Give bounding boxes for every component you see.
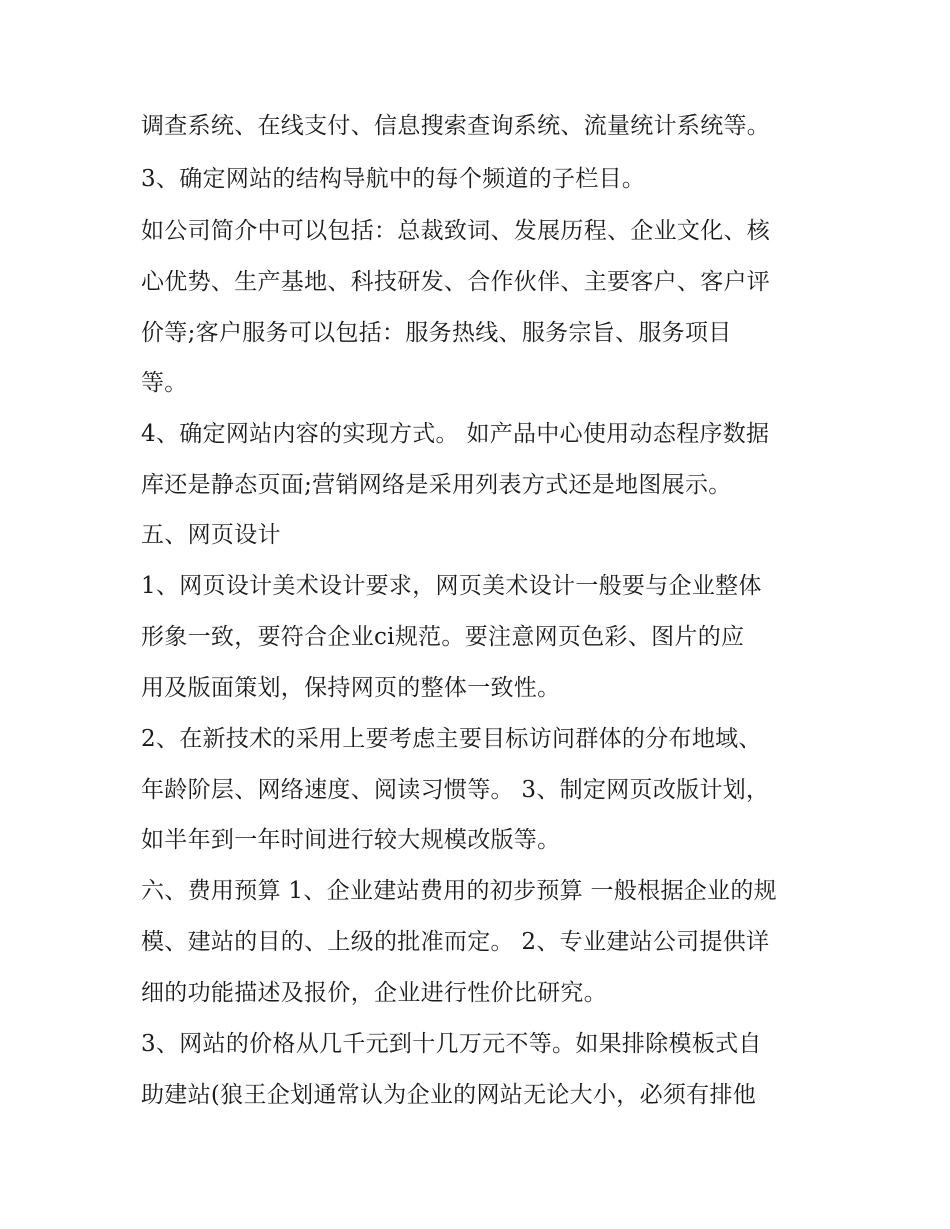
text-line: 价等;客户服务可以包括：服务热线、服务宗旨、服务项目	[141, 320, 732, 346]
text-line: 4、确定网站内容的实现方式。 如产品中心使用动态程序数据	[141, 421, 770, 447]
text-line: 3、网站的价格从几千元到十几万元不等。如果排除模板式自	[141, 1031, 762, 1057]
text-line: 形象一致，要符合企业ci规范。要注意网页色彩、图片的应	[141, 624, 745, 650]
text-line: 如半年到一年时间进行较大规模改版等。	[141, 827, 561, 853]
text-line: 3、确定网站的结构导航中的每个频道的子栏目。	[141, 166, 646, 192]
text-line: 1、网页设计美术设计要求，网页美术设计一般要与企业整体	[141, 573, 762, 599]
text-line: 助建站(狼王企划通常认为企业的网站无论大小，必须有排他	[141, 1082, 757, 1108]
text-line: 2、在新技术的采用上要考虑主要目标访问群体的分布地域、	[141, 726, 762, 752]
section-heading: 五、网页设计	[141, 522, 281, 548]
text-line: 用及版面策划，保持网页的整体一致性。	[141, 675, 561, 701]
text-line: 模、建站的目的、上级的批准而定。 2、专业建站公司提供详	[141, 929, 770, 955]
text-line: 心优势、生产基地、科技研发、合作伙伴、主要客户、客户评	[141, 269, 771, 295]
text-line: 如公司简介中可以包括：总裁致词、发展历程、企业文化、核	[141, 218, 771, 244]
text-line: 年龄阶层、网络速度、阅读习惯等。 3、制定网页改版计划，	[141, 777, 770, 803]
text-line: 六、费用预算 1、企业建站费用的初步预算 一般根据企业的规	[141, 878, 777, 904]
text-line: 等。	[141, 370, 188, 396]
text-line: 调查系统、在线支付、信息搜索查询系统、流量统计系统等。	[141, 113, 771, 139]
text-line: 库还是静态页面;营销网络是采用列表方式还是地图展示。	[141, 472, 732, 498]
text-line: 细的功能描述及报价，企业进行性价比研究。	[141, 980, 607, 1006]
